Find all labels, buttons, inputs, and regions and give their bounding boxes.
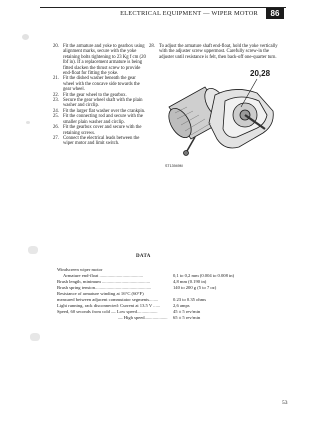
step-text: Fit the larger flat washer over the crankpin.	[63, 108, 146, 114]
spec-value: 2,6 amps	[173, 303, 190, 308]
step-text: Fit the gearbox cover and secure with the retaining screws.	[63, 125, 142, 136]
scan-smudge	[30, 333, 40, 341]
spec-label: Brush spring tension.................................................	[57, 285, 152, 290]
step-text: Fit the dished washer beneath the gear wheel with the concave side towards the gear wheel.	[63, 76, 140, 93]
step-number: 20.	[53, 44, 59, 49]
scan-smudge	[28, 246, 38, 254]
step-number: 26.	[53, 125, 59, 131]
step-text: Secure the gear wheel shaft with the plain washer and circlip.	[63, 98, 143, 109]
spec-label: Windscreen wiper motor	[57, 267, 103, 272]
step-number: 28.	[149, 44, 155, 49]
spec-label: Armature end-float ......................................	[63, 273, 144, 278]
spec-label: Brush length, minimum ..........................................	[57, 279, 151, 284]
procedure-steps-right	[150, 44, 278, 60]
procedure-step	[54, 125, 146, 136]
section-number-badge: 86	[266, 8, 284, 19]
spec-label: — High speed....................	[118, 315, 168, 320]
step-text: Fit the connecting rod and secure with the smaller plain washer and circlip.	[63, 114, 143, 125]
spec-label: Speed, 60 seconds from cold — Low speed..................	[57, 309, 158, 314]
wiper-motor-illustration	[165, 67, 281, 161]
spec-value: 65 ± 5 rev/min	[173, 315, 201, 320]
step-text: Fit the armature and yoke to gearbox using alignment marks, secure with the yoke retaining bolts tightening to 23 Kg f cm (20 lbf in). If a replacement armature is being fitted slacken the thrust screw to provide end-float for fitting the yoke.	[63, 44, 146, 77]
data-section-title: DATA	[136, 254, 151, 259]
step-number: 23.	[53, 98, 59, 104]
figure-callout-label: 20,28	[250, 69, 271, 78]
step-number: 25.	[53, 114, 59, 120]
procedure-step	[150, 44, 278, 60]
spec-label: Light running, rack disconnected: Current at 13.5 V ......	[57, 303, 161, 308]
binder-hole-mark	[26, 121, 30, 124]
step-number: 22.	[53, 92, 59, 98]
spec-value: 45 ± 5 rev/min	[173, 309, 201, 314]
binder-hole-mark	[22, 34, 29, 40]
procedure-step	[54, 136, 146, 147]
step-number: 21.	[53, 76, 59, 82]
page-header-title: ELECTRICAL EQUIPMENT — WIPER MOTOR	[120, 10, 258, 17]
spec-label: measured between adjacent commutator segments........	[57, 297, 159, 302]
step-number: 27.	[53, 135, 59, 141]
spec-value: 0,1 to 0,2 mm (0.004 to 0.008 in)	[173, 273, 235, 278]
spec-label: Resistance of armature winding at 16°C (60°F)	[57, 291, 144, 296]
step-text: To adjust the armature shaft end-float, hold the yoke vertically with the adjuster screw uppermost. Carefully screw-in the adjuster until resistance is felt, then back-off one-quarter turn.	[159, 44, 278, 60]
spec-value: 0.23 to 0.35 ohms	[173, 297, 207, 302]
step-text: Fit the gear wheel to the gearbox.	[63, 92, 127, 98]
step-text: Connect the electrical leads between the wiper motor and limit switch.	[63, 135, 140, 147]
procedure-step	[54, 98, 146, 109]
figure-reference-code: ST13949M	[165, 164, 183, 168]
procedure-step	[54, 114, 146, 125]
page-number: 53	[282, 400, 288, 406]
spec-value: 4,8 mm (0.190 in)	[173, 279, 207, 284]
procedure-step	[54, 44, 146, 76]
procedure-steps-left	[54, 44, 146, 147]
header-rule	[40, 7, 286, 8]
step-number: 24.	[53, 108, 59, 114]
spec-value: 140 to 200 g (5 to 7 oz)	[173, 285, 217, 290]
procedure-step	[54, 76, 146, 92]
